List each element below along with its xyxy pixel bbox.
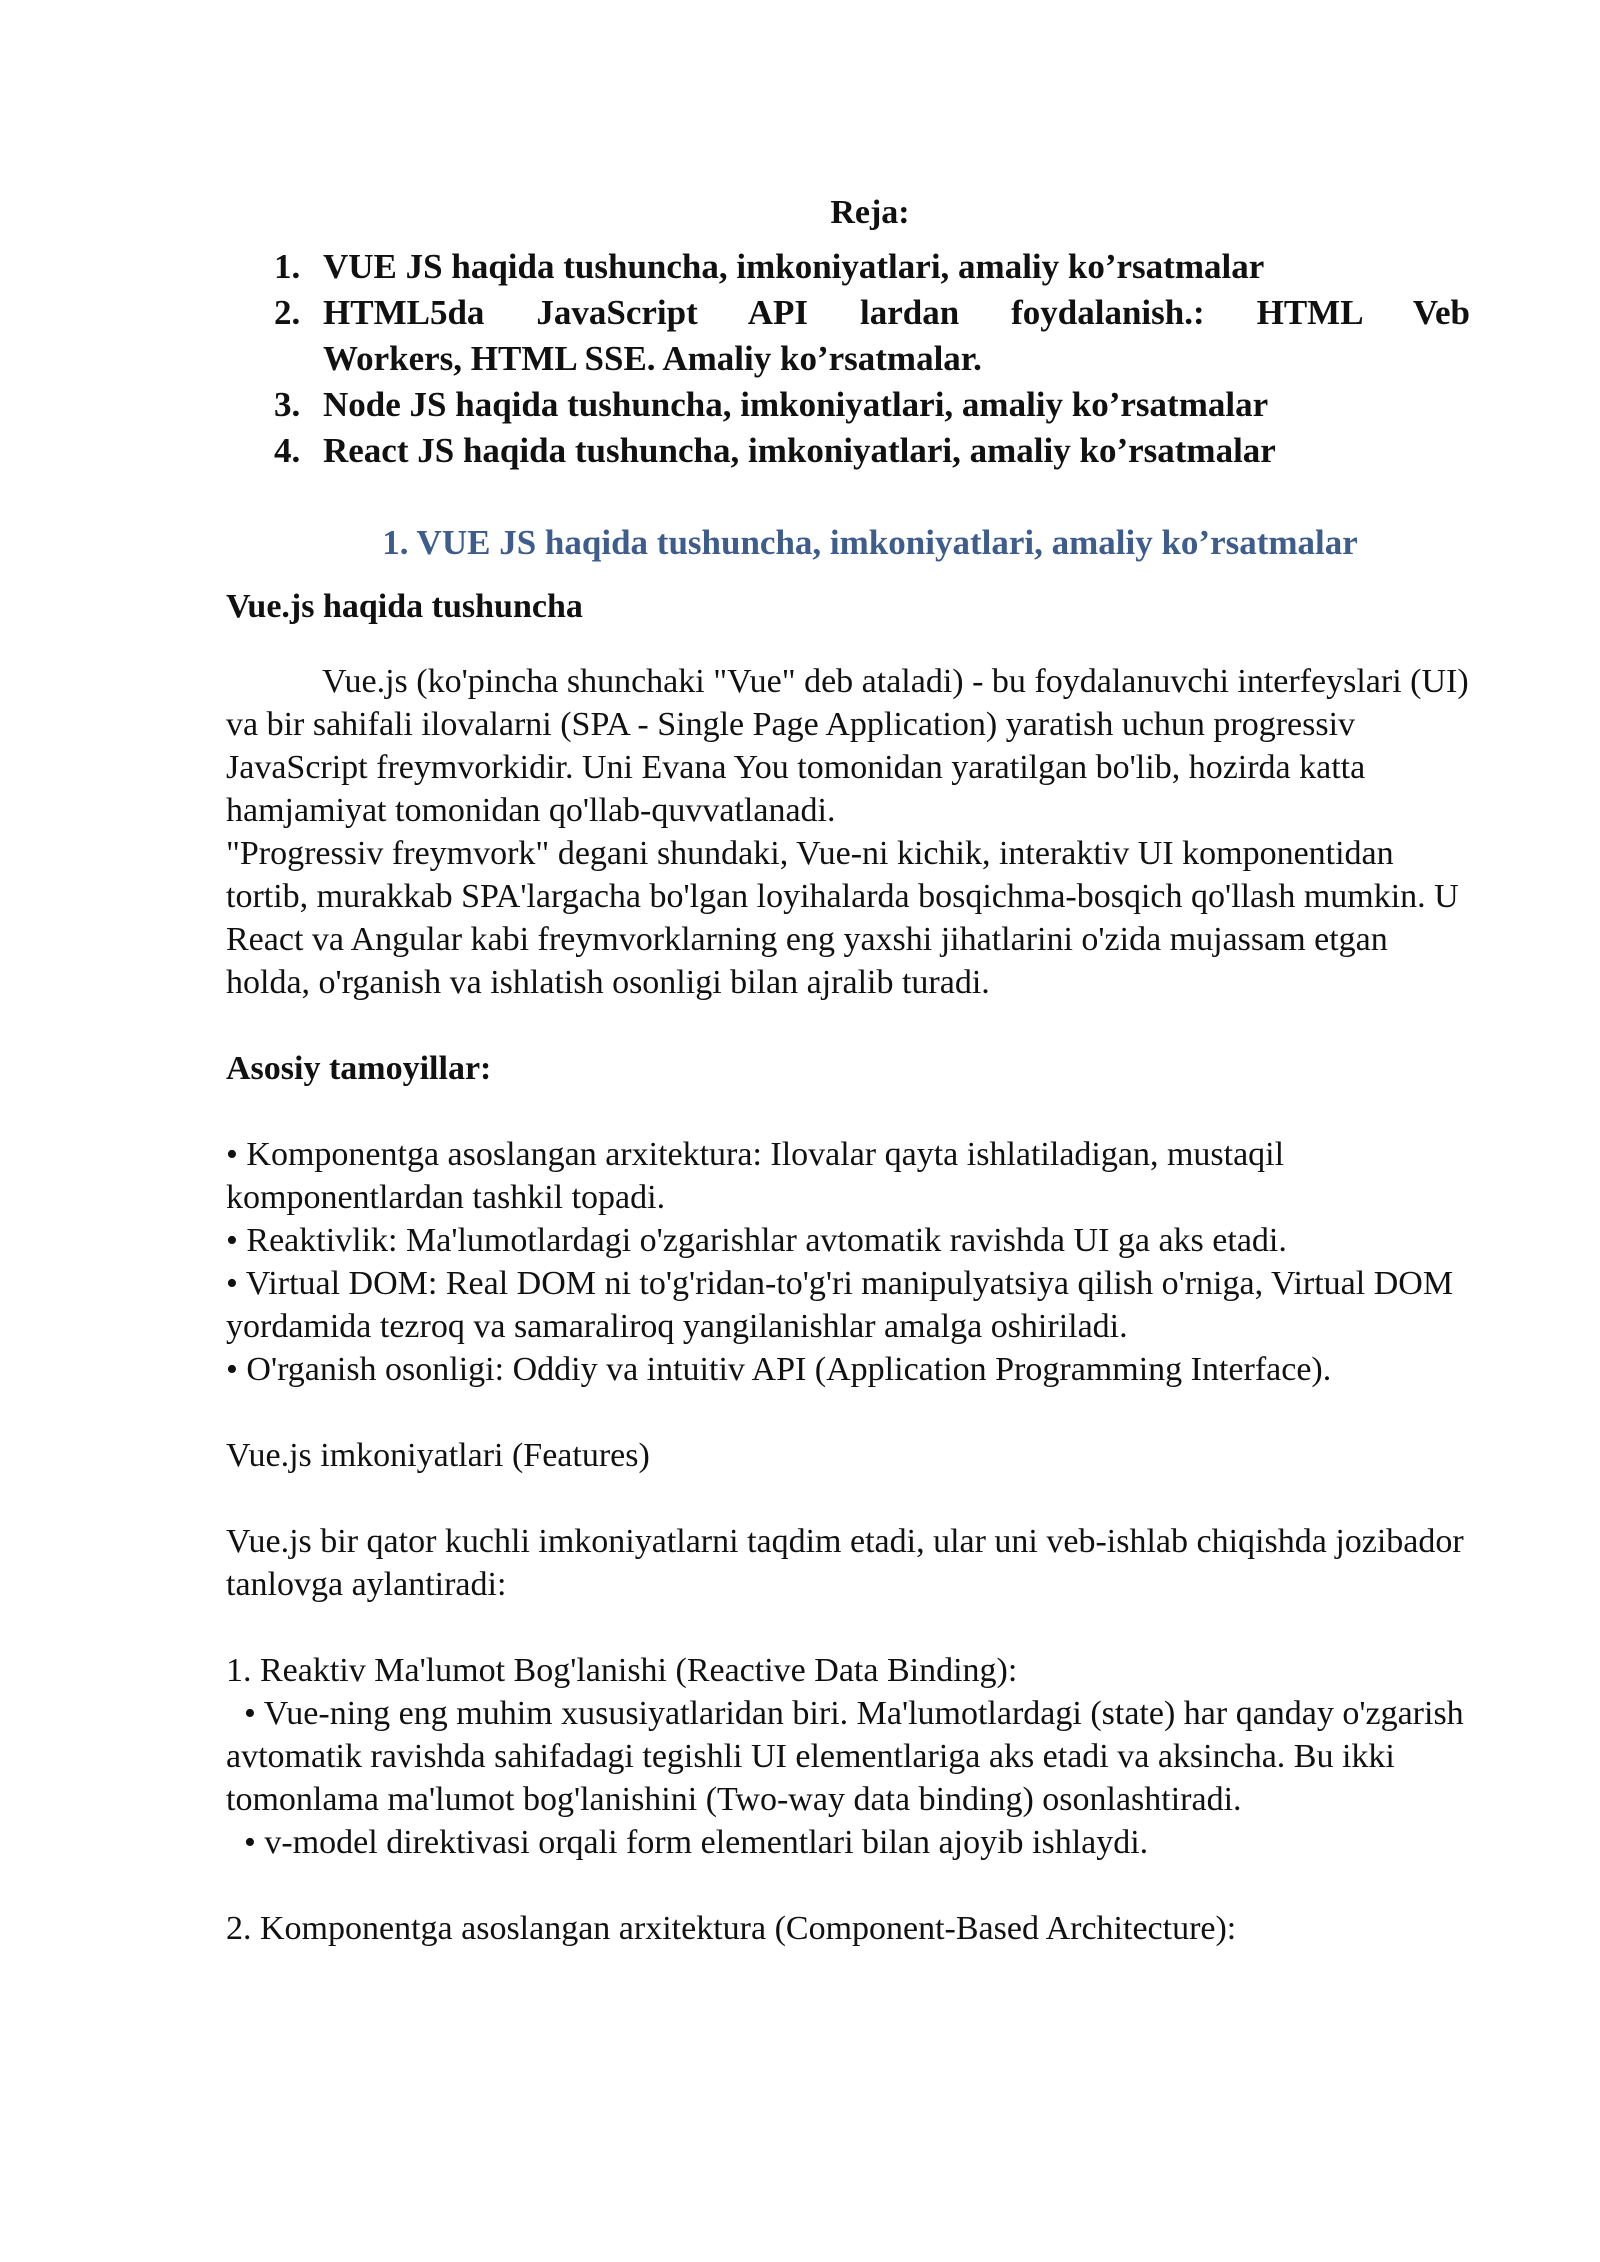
plan-item-number: 2.	[274, 293, 301, 332]
plan-item	[226, 244, 1470, 290]
sub-heading: Vue.js haqida tushuncha	[226, 588, 583, 625]
features-intro: Vue.js bir qator kuchli imkoniyatlarni taqdim etadi, ular uni veb-ishlab chiqishda jozibador tanlovga aylantiradi:	[226, 1523, 1464, 1603]
principle-item: • Komponentga asoslangan arxitektura: Ilovalar qayta ishlatiladigan, mustaqil komponentlardan tashkil topadi.	[226, 1136, 1285, 1216]
paragraph: Vue.js (ko'pincha shunchaki "Vue" deb ataladi) - bu foydalanuvchi interfeyslari (UI) va bir sahifali ilovalarni (SPA - Single Page Application) yaratish uchun progressiv JavaScript freymvorkidir. Uni Evana You tomonidan yaratilgan bo'lib, hozirda katta hamjamiyat tomonidan qo'llab-quvvatlanadi.	[226, 663, 1469, 829]
plan-item	[226, 428, 1470, 474]
plan-item-text-line1: HTML5da JavaScript API lardan foydalanish.: HTML Veb	[323, 293, 1470, 332]
plan-item-text: Node JS haqida tushuncha, imkoniyatlari, amaliy ko’rsatmalar	[323, 385, 1269, 424]
document-page	[226, 190, 1470, 1950]
plan-item-number: 1.	[274, 247, 301, 286]
principle-item: • O'rganish osonligi: Oddiy va intuitiv API (Application Programming Interface).	[226, 1351, 1332, 1388]
paragraph: "Progressiv freymvork" degani shundaki, Vue-ni kichik, interaktiv UI komponentidan tortib, murakkab SPA'largacha bo'lgan loyihalarda bosqichma-bosqich qo'llash mumkin. U React va Angular kabi freymvorklarning eng yaxshi jihatlarini o'zida mujassam etgan holda, o'rganish va ishlatish osonligi bilan ajralib turadi.	[226, 835, 1459, 1001]
plan-item-number: 4.	[274, 431, 301, 470]
plan-title: Reja:	[830, 194, 910, 231]
feature-bullet: • v-model direktivasi orqali form elementlari bilan ajoyib ishlaydi.	[244, 1824, 1149, 1861]
features-title: Vue.js imkoniyatlari (Features)	[226, 1437, 650, 1474]
body-text	[226, 660, 1470, 1950]
feature-title: 2. Komponentga asoslangan arxitektura (Component-Based Architecture):	[226, 1910, 1237, 1947]
principle-item: • Reaktivlik: Ma'lumotlardagi o'zgarishlar avtomatik ravishda UI ga aks etadi.	[226, 1222, 1287, 1259]
plan-item	[226, 382, 1470, 428]
feature-title: 1. Reaktiv Ma'lumot Bog'lanishi (Reactive Data Binding):	[226, 1652, 1018, 1689]
section-heading: 1. VUE JS haqida tushuncha, imkoniyatlari, amaliy ko’rsatmalar	[382, 523, 1358, 562]
plan-item-number: 3.	[274, 385, 301, 424]
feature-bullet: • Vue-ning eng muhim xususiyatlaridan biri. Ma'lumotlardagi (state) har qanday o'zgarish avtomatik ravishda sahifadagi tegishli UI elementlariga aks etadi va aksincha. Bu ikki tomonlama ma'lumot bog'lanishini (Two-way data binding) osonlashtiradi.	[226, 1695, 1464, 1818]
principle-item: • Virtual DOM: Real DOM ni to'g'ridan-to'g'ri manipulyatsiya qilish o'rniga, Virtual DOM yordamida tezroq va samaraliroq yangilanishlar amalga oshiriladi.	[226, 1265, 1454, 1345]
plan-item-text: VUE JS haqida tushuncha, imkoniyatlari, amaliy ko’rsatmalar	[323, 247, 1265, 286]
plan-list	[226, 244, 1470, 474]
plan-item	[226, 290, 1470, 382]
principles-title: Asosiy tamoyillar:	[226, 1050, 492, 1087]
plan-item-text: React JS haqida tushuncha, imkoniyatlari, amaliy ko’rsatmalar	[323, 431, 1276, 470]
plan-item-text-line2: Workers, HTML SSE. Amaliy ko’rsatmalar.	[323, 339, 982, 378]
